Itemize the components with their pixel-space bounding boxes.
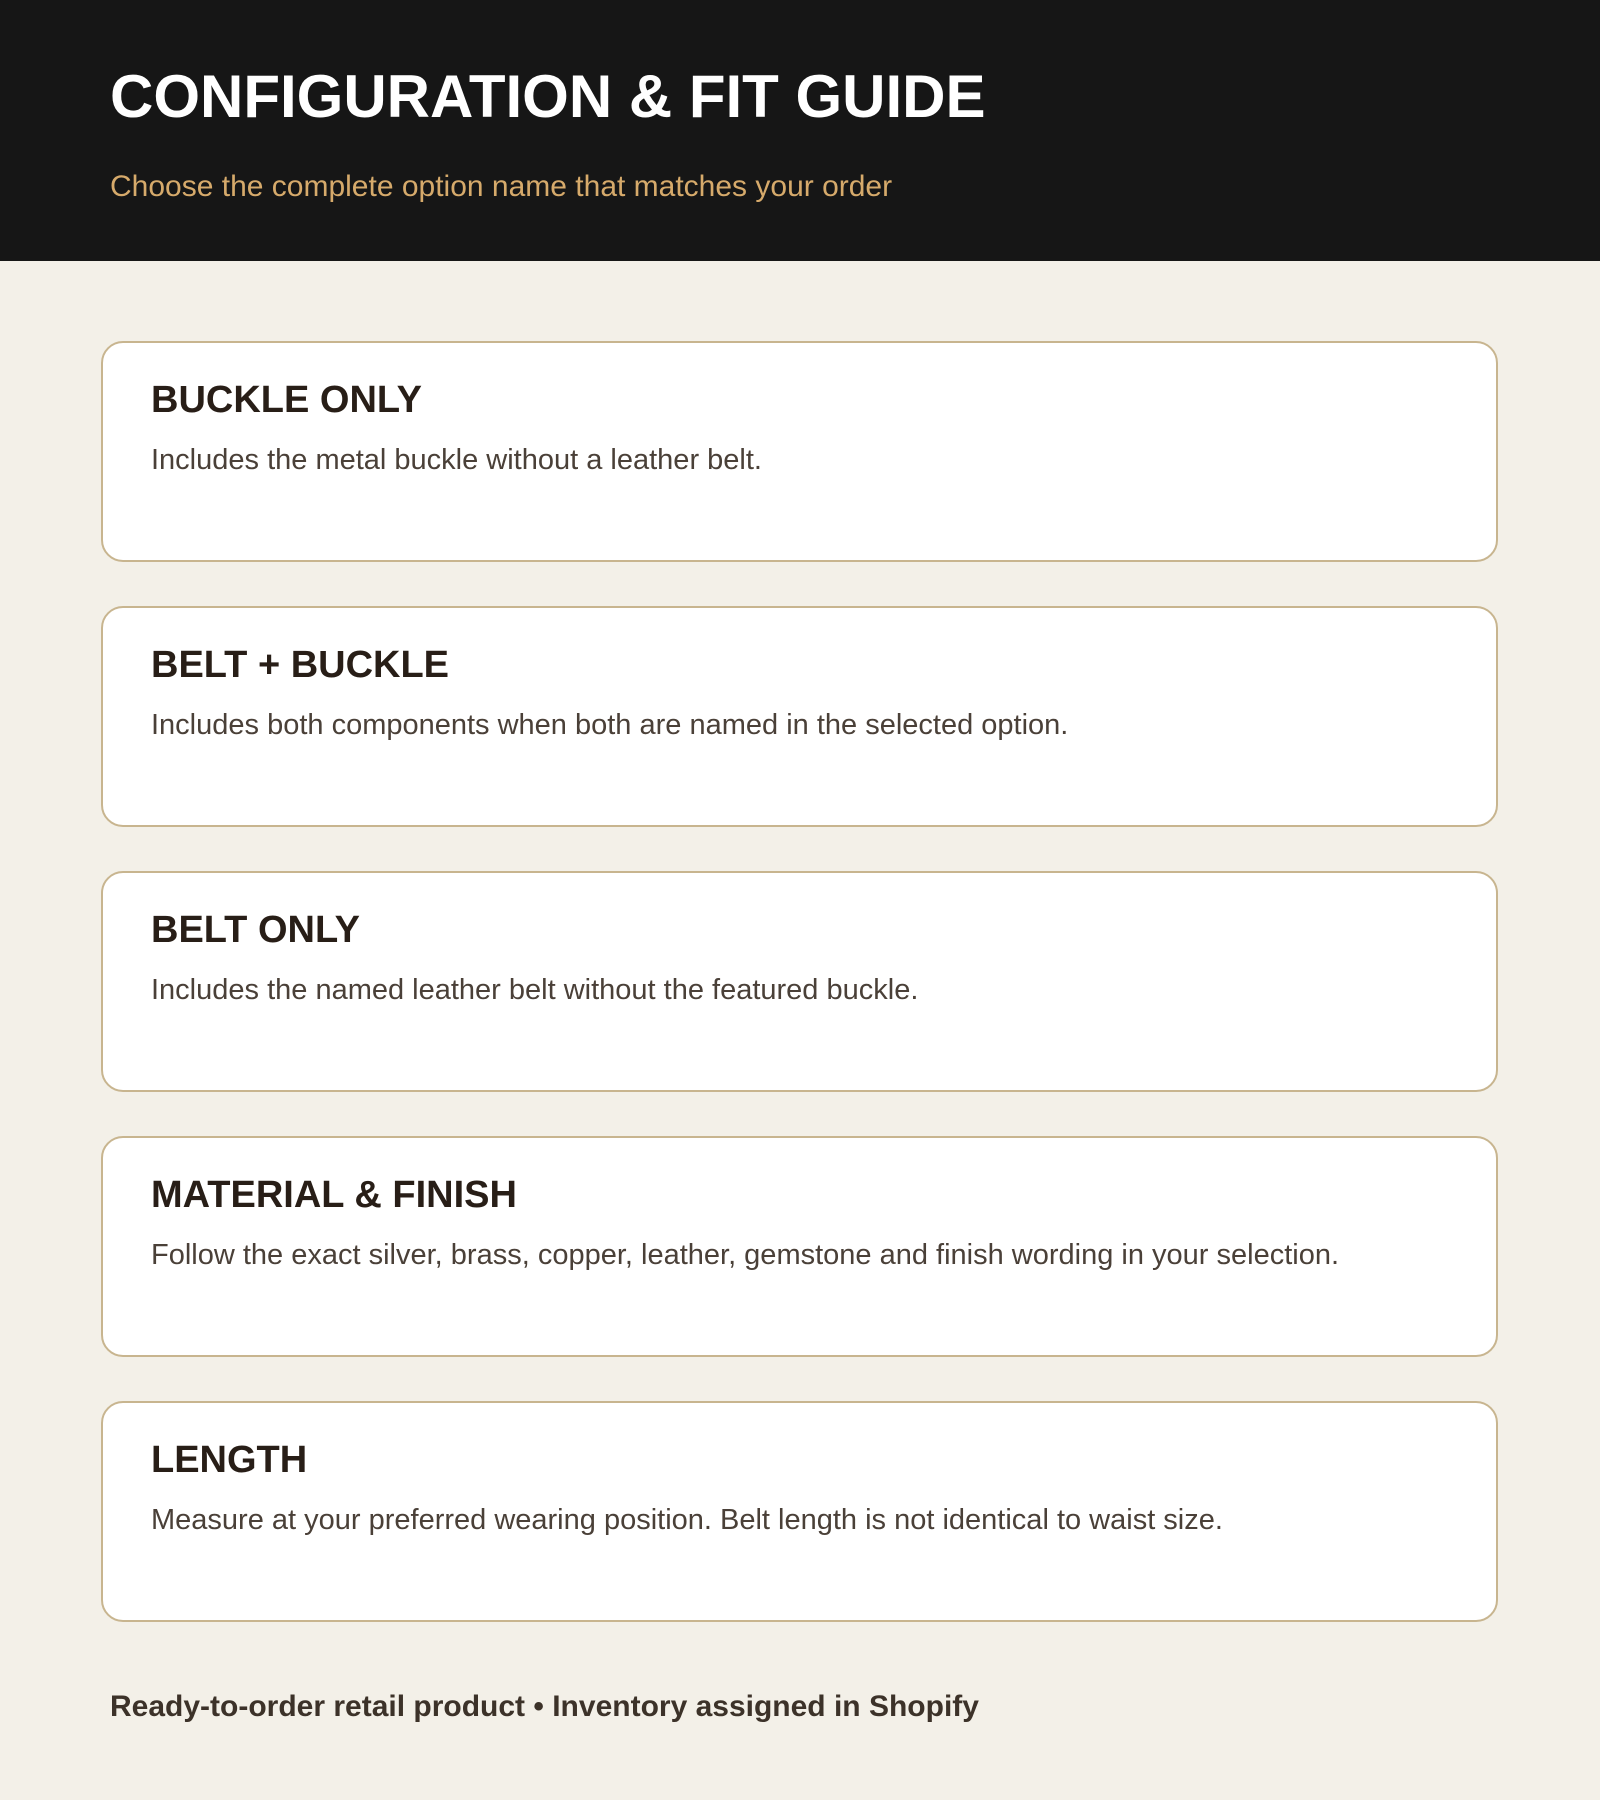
option-card-description: Includes the named leather belt without the featured buckle.: [151, 974, 919, 1006]
option-card-description: Measure at your preferred wearing position. Belt length is not identical to waist size.: [151, 1504, 1223, 1536]
option-card-belt-only: [101, 871, 1498, 1092]
option-card-buckle-only: [101, 341, 1498, 562]
option-card-title: BELT ONLY: [151, 909, 361, 951]
page-subtitle: Choose the complete option name that matches your order: [110, 170, 893, 203]
option-card-belt-plus-buckle: [101, 606, 1498, 827]
footer-note: Ready-to-order retail product • Inventory assigned in Shopify: [110, 1690, 979, 1723]
option-card-description: Follow the exact silver, brass, copper, leather, gemstone and finish wording in your selection.: [151, 1239, 1340, 1271]
option-card-description: Includes the metal buckle without a leather belt.: [151, 444, 762, 476]
option-card-description: Includes both components when both are named in the selected option.: [151, 709, 1069, 741]
page-title: CONFIGURATION & FIT GUIDE: [110, 63, 986, 130]
option-card-title: BUCKLE ONLY: [151, 379, 422, 421]
option-card-material-finish: [101, 1136, 1498, 1357]
option-card-length: [101, 1401, 1498, 1622]
option-card-title: BELT + BUCKLE: [151, 644, 450, 686]
option-card-title: MATERIAL & FINISH: [151, 1174, 517, 1216]
option-card-title: LENGTH: [151, 1439, 308, 1481]
page-header: [0, 0, 1600, 261]
